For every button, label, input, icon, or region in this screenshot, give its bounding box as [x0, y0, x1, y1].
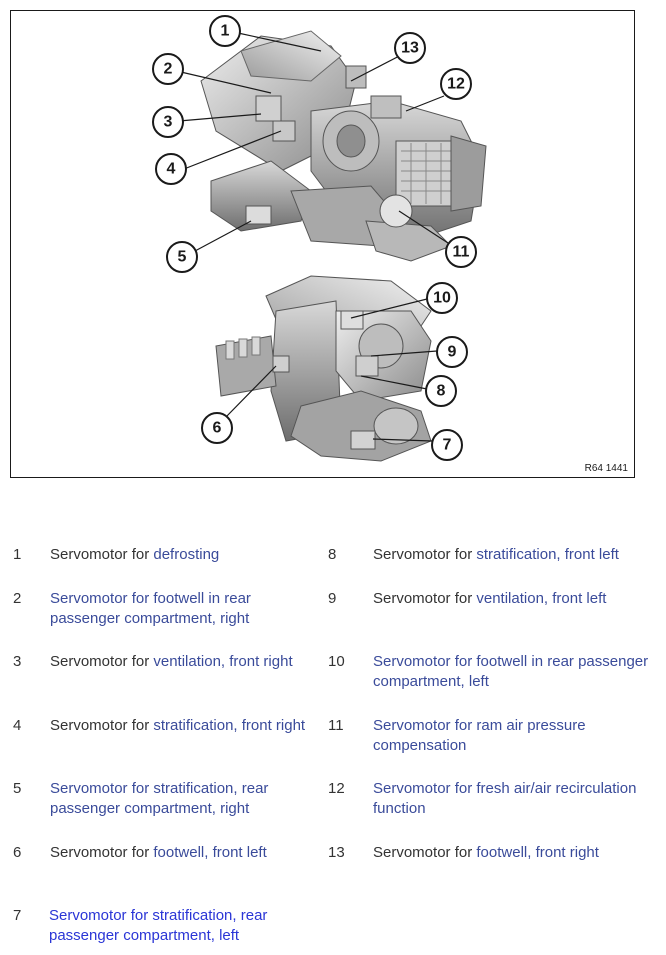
- hvac-illustration: [11, 11, 635, 478]
- callout-12: 12: [447, 75, 465, 93]
- callout-7: 7: [442, 436, 452, 454]
- legend-link[interactable]: Servomotor for ram air pressure compensation: [373, 717, 586, 754]
- callout-5: 5: [177, 248, 187, 266]
- legend-prefix: Servomotor for: [50, 717, 154, 734]
- legend-number: 7: [13, 907, 22, 924]
- legend-number: 9: [328, 590, 337, 607]
- legend-prefix: Servomotor for: [373, 844, 477, 861]
- legend-number: 8: [328, 546, 337, 563]
- legend-link[interactable]: Servomotor for stratification, rear passenger compartment, left: [49, 907, 268, 944]
- figure-reference-code: R64 1441: [584, 463, 628, 474]
- legend-number: 12: [328, 780, 345, 797]
- callout-11: 11: [452, 243, 470, 261]
- legend-prefix: Servomotor for: [50, 546, 154, 563]
- legend-number: 10: [328, 653, 345, 670]
- legend-description: [373, 716, 603, 756]
- legend-link[interactable]: defrosting: [153, 546, 220, 563]
- legend-link[interactable]: footwell, front right: [476, 844, 599, 861]
- callout-1: 1: [220, 22, 230, 40]
- legend-link[interactable]: stratification, front left: [476, 546, 619, 563]
- legend-prefix: Servomotor for: [50, 844, 154, 861]
- callout-10: 10: [433, 289, 451, 307]
- legend-description: [373, 652, 663, 692]
- callout-2: 2: [163, 60, 173, 78]
- legend-description: [50, 716, 325, 736]
- legend-link[interactable]: Servomotor for footwell in rear passenger compartment, left: [373, 653, 649, 690]
- legend-description: [373, 589, 663, 609]
- legend-number: 11: [328, 717, 344, 734]
- legend-prefix: Servomotor for: [50, 653, 154, 670]
- legend-description: [373, 545, 663, 565]
- legend-link[interactable]: stratification, front right: [153, 717, 306, 734]
- callout-3: 3: [163, 113, 173, 131]
- legend-description: [373, 779, 653, 819]
- legend-number: 3: [13, 653, 22, 670]
- legend-prefix: Servomotor for: [373, 590, 477, 607]
- legend-description: [50, 652, 320, 672]
- legend-description: [50, 545, 320, 565]
- legend-link[interactable]: ventilation, front right: [153, 653, 293, 670]
- callout-4: 4: [166, 160, 176, 178]
- legend-link[interactable]: Servomotor for stratification, rear passenger compartment, right: [50, 780, 269, 817]
- legend-number: 6: [13, 844, 22, 861]
- hvac-unit-diagram: [10, 10, 635, 478]
- legend-number: 13: [328, 844, 345, 861]
- callout-13: 13: [401, 39, 419, 57]
- callout-9: 9: [447, 343, 457, 361]
- legend-number: 4: [13, 717, 22, 734]
- legend-link[interactable]: Servomotor for fresh air/air recirculation function: [373, 780, 637, 817]
- callout-8: 8: [436, 382, 446, 400]
- legend-link[interactable]: Servomotor for footwell in rear passenger compartment, right: [50, 590, 251, 627]
- legend-description: [50, 843, 320, 863]
- legend-link[interactable]: footwell, front left: [153, 844, 267, 861]
- legend-prefix: Servomotor for: [373, 546, 477, 563]
- legend-link[interactable]: ventilation, front left: [476, 590, 607, 607]
- legend-number: 2: [13, 590, 22, 607]
- legend-number: 5: [13, 780, 22, 797]
- legend-number: 1: [13, 546, 22, 563]
- legend-description: [50, 589, 290, 629]
- lower-housing: [216, 276, 431, 461]
- legend-description: [50, 779, 290, 819]
- callout-6: 6: [212, 419, 222, 437]
- legend-description: [373, 843, 663, 863]
- legend-description: [49, 906, 289, 946]
